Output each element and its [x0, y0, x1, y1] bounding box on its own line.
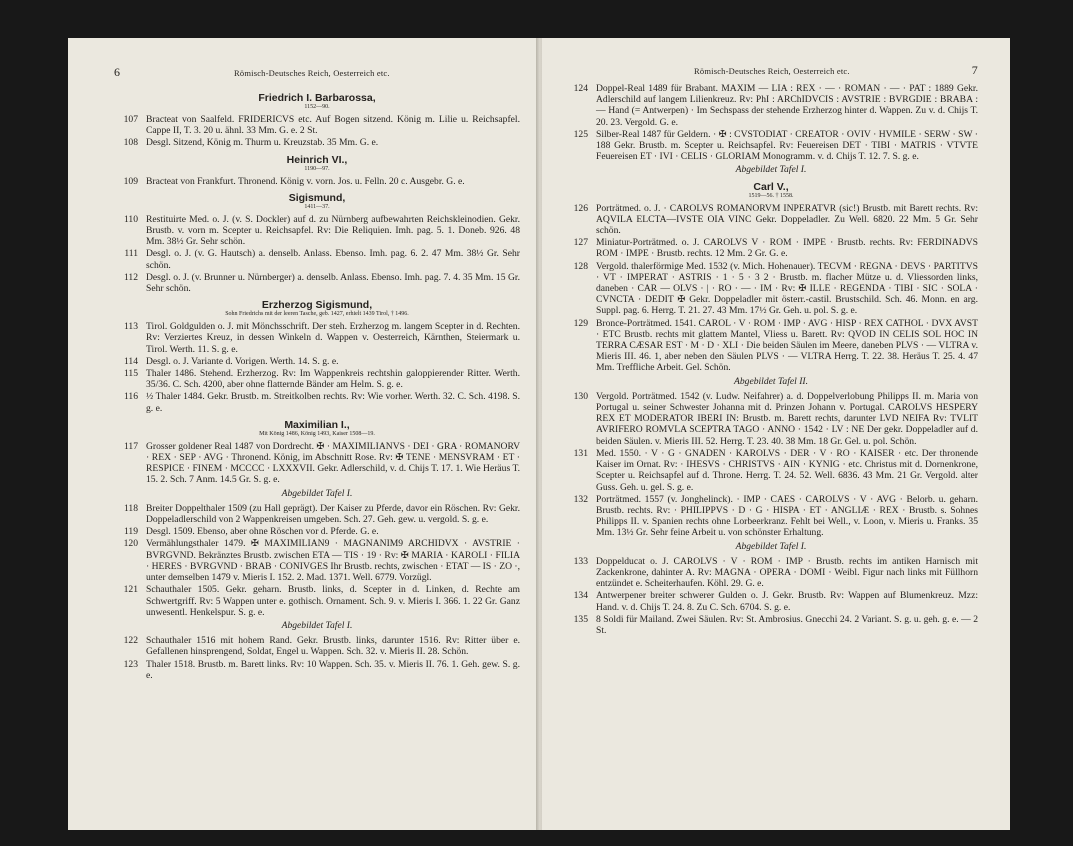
- catalogue-entry: [114, 321, 520, 355]
- section-heading: [114, 92, 520, 111]
- lot-number: 108: [123, 137, 138, 149]
- ruler-dates: Sohn Friedrichs mit der leeren Tasche, geb. 1427, erhielt 1439 Tirol, † 1496.: [225, 311, 409, 318]
- lot-description: Bracteat von Frankfurt. Thronend. König v. vorn. Jos. u. Felln. 20 c. Ausgebr. G. e.: [146, 175, 465, 187]
- lot-description: Schauthaler 1505. Gekr. geharn. Brustb. links, d. Scepter in d. Linken, d. Rechte am Schwertgriff. Rv: 5 Wappen unter e. gothisch. Ornament. Sch. 9. v. Mieris I. 366. 1. 22 Gr. Ganz unwesentl. Henkelspur. S. g. e.: [146, 584, 520, 618]
- catalogue-entry: [114, 248, 520, 270]
- lot-number: 121: [123, 584, 138, 596]
- lot-number: 118: [123, 502, 138, 514]
- lot-number: 122: [123, 635, 138, 647]
- lot-description: Restituirte Med. o. J. (v. S. Dockler) auf d. zu Nürnberg aufbewahrten Reichskleinodien. Gekr. Brustb. v. vorn m. Scepter u. Reichsapfel. Rv: Die Reliquien. Imh. pag. 5. 1. Doneb. 926. 48 Mm. 38½ Gr. Sehr schön.: [146, 213, 520, 248]
- lot-number: 115: [123, 368, 138, 380]
- lot-description: Bracteat von Saalfeld. FRIDERICVS etc. Auf Bogen sitzend. König m. Lilie u. Reichsapfel. Cappe II, T. 3. 20 u. ähnl. 33 Mm. G. e. 2 St.: [146, 114, 520, 137]
- page-number: 7: [971, 63, 978, 77]
- lot-description: Grosser goldener Real 1487 von Dordrecht. ✠ · MAXIMILIANVS · DEI · GRA · ROMANORV · REX · SEP · AVG · Thronend. König, im Abschnitt Rose. Rv: ✠ TENE · MENSVRAM · ET · RESPICE · FINEM · MCCCC · LXXXVII. Gekr. Adlerschild, v. d. Chijs T. 17. 1. Wie Heräus T. 15. 2. Sch. 7 Anm. 14.5 Gr. S. g. e.: [146, 440, 520, 486]
- catalogue-entry: [114, 272, 520, 294]
- catalogue-entry: [114, 176, 520, 187]
- lot-number: 134: [573, 590, 588, 602]
- ruler-dates: Mit König 1486, König 1493, Kaiser 1508—19.: [259, 430, 375, 437]
- lot-number: 107: [123, 114, 138, 125]
- catalogue-entry: [564, 614, 978, 636]
- lot-description: Desgl. o. J. (v. Brunner u. Nürnberger) a. denselb. Anlass. Ebenso. Imh. pag. 7. 4. 35 Mm. 15 Gr. Sehr schön.: [146, 271, 520, 295]
- lot-number: 112: [123, 271, 138, 283]
- lot-description: 8 Soldi für Mailand. Zwei Säulen. Rv: St. Ambrosius. Gnecchi 24. 2 Variant. S. g. u. geh. g. e. — 2 St.: [596, 613, 978, 636]
- right-page-header: [564, 63, 978, 82]
- catalogue-entry: [114, 538, 520, 583]
- lot-description: Med. 1550. · V · G · GNADEN · KAROLVS · DER · V · RO · KAISER · etc. Der thronende Kaiser im Ornat. Rv: · IHESVS · CHRISTVS · AIN · KYNIG · etc. Christus mit d. Dornenkrone, Scepter u. Reichsapfel auf d. Throne. Herrg. T. 24. 52. Well. 6836. 43 Mm. 21 Gr. Vergold. alter Guss. Geh. u. gel. S. g. e.: [596, 447, 978, 493]
- catalogue-entry: [114, 584, 520, 618]
- section-heading: [114, 419, 520, 438]
- plate-reference: Abgebildet Tafel I.: [735, 164, 807, 176]
- ruler-name: Erzherzog Sigismund,: [261, 299, 373, 312]
- catalogue-entry: [564, 494, 978, 539]
- lot-number: 123: [123, 658, 138, 670]
- lot-description: Porträtmed. o. J. · CAROLVS ROMANORVM INPERATVR (sic!) Brustb. mit Barett rechts. Rv: AQVILA ELCTA—IVSTE OIA VINC Gekr. Doppeladler. Zu Well. 6820. 22 Mm. 5 Gr. Sehr schön.: [596, 202, 978, 237]
- catalogue-entry: [114, 659, 520, 681]
- lot-number: 113: [123, 321, 138, 333]
- catalogue-entry: [114, 114, 520, 136]
- section-heading: [114, 154, 520, 173]
- lot-description: ½ Thaler 1484. Gekr. Brustb. m. Streitkolben rechts. Rv: Wie vorher. Werth. 32. C. Sch. 4198. S. g. e.: [146, 391, 520, 414]
- ruler-dates: 1519—56. † 1558.: [748, 192, 794, 199]
- ruler-dates: 1411—37.: [304, 203, 330, 210]
- lot-number: 125: [573, 128, 588, 140]
- section-heading: [564, 181, 978, 200]
- catalogue-entry: [114, 635, 520, 657]
- lot-description: Silber-Real 1487 für Geldern. · ✠ : CVSTODIAT · CREATOR · OVIV · HVMILE · SERW · SW · 188 Gekr. Brustb. m. Scepter u. Reichsapfel. Rv: Feuereisen DET · TIBI · MATRIS · VTVTE Feuereisen ET · IVI · CELIS · GLORIAM Monogramm. v. d. Chijs T. 12. 7. S. g. e.: [596, 128, 978, 163]
- lot-description: Vergold. Porträtmed. 1542 (v. Ludw. Neifahrer) a. d. Doppelverlobung Philipps II. m. Maria von Portugal u. seiner Schwester Johanna mit d. Prinzen Johann v. Portugal. CAROLVS HESPERY REX ET MODERATOR IBERI IN: Brustb. m. Barett rechts, darunter LVD NEIFA Rv: TVLIT AVRIFERO ROMVLA SCEPTRA TAGO · ANNO · 1542 · LV : NE Der gekr. Doppeladler auf d. beiden Säulen. v. Mieris III. 52. Herrg. T. 23. 40. 38 Mm. 18 Gr. Gel. u. pol. Schön.: [596, 390, 978, 447]
- lot-description: Doppel-Real 1489 für Brabant. MAXIM — LIA : REX · — · ROMAN · — · PAT : 1889 Gekr. Adlerschild auf langem Lilienkreuz. Rv: PhI : ARChIDVCIS : AVSTRIE : BVRGDIE : BRABA : — Hand (= Antwerpen) · Im Sechspass der stehende Erzherzog hinter d. Wappen. Zu v. d. Chijs T. 20. 23. Vergold. G. e.: [596, 83, 978, 128]
- lot-description: Tirol. Goldgulden o. J. mit Mönchsschrift. Der steh. Erzherzog m. langem Scepter in d. Rechten. Rv: Verziertes Kreuz, in dessen Winkeln d. Wappen v. Oesterreich, Kärnthen, Steiermark u. Tirol. Werth. 11. S. g. e.: [146, 321, 520, 355]
- lot-description: Vergold. thalerförmige Med. 1532 (v. Mich. Hohenauer). TECVM · REGNA · DEVS · PARTITVS · VT · IMPERAT · ASTRIS · 1 · 5 · 3 2 · Brustb. m. flacher Mütze u. d. Vliessorden links, daneben · CAR — OLVS · | · RO · — · IM · Rv: ✠ ILLE · REGENDA · TIBI · SIC · SOLA · CVNCTA · DEDIT ✠ Gekr. Doppeladler mit österr.-castil. Brustschild. Sch. 46. Monn. en arg. Suppl. pag. 6. Herrg. T. 21. 27. 43 Mm. 17½ Gr. Geh. u. pol. S. g. e.: [596, 260, 978, 317]
- lot-number: 109: [123, 175, 138, 187]
- lot-number: 130: [573, 390, 588, 402]
- catalogue-entry: [114, 214, 520, 248]
- catalogue-entry: [114, 368, 520, 390]
- plate-reference: Abgebildet Tafel I.: [281, 619, 353, 631]
- ruler-dates: 1152—90.: [304, 104, 330, 110]
- lot-number: 124: [573, 83, 588, 94]
- section-heading: [114, 299, 520, 318]
- ruler-name: Carl V.,: [753, 180, 789, 193]
- lot-number: 117: [123, 440, 138, 452]
- lot-description: Desgl. 1509. Ebenso, aber ohne Röschen vor d. Pferde. G. e.: [146, 526, 379, 538]
- catalogue-entry: [114, 137, 520, 148]
- catalogue-entry: [114, 441, 520, 486]
- plate-reference: Abgebildet Tafel I.: [281, 487, 353, 499]
- lot-number: 111: [124, 248, 138, 260]
- lot-number: 119: [123, 526, 138, 538]
- lot-number: 132: [573, 493, 588, 505]
- catalogue-entry: [564, 237, 978, 259]
- lot-description: Thaler 1518. Brustb. m. Barett links. Rv: 10 Wappen. Sch. 35. v. Mieris II. 76. 1. Geh. gew. S. g. e.: [146, 658, 520, 681]
- plate-reference: Abgebildet Tafel I.: [735, 540, 807, 552]
- catalogue-entry: [564, 83, 978, 128]
- catalogue-entry: [564, 129, 978, 163]
- lot-description: Antwerpener breiter schwerer Gulden o. J. Gekr. Brustb. Rv: Wappen auf Blumenkreuz. Mzz: Hand. v. d. Chijs T. 24. 8. Zu C. Sch. 6704. S. g. e.: [596, 590, 978, 613]
- catalogue-entry: [564, 318, 978, 374]
- section-heading: [114, 192, 520, 211]
- catalogue-entry: [564, 448, 978, 493]
- ruler-name: Friedrich I. Barbarossa,: [258, 92, 376, 104]
- lot-number: 129: [573, 317, 588, 329]
- lot-description: Schauthaler 1516 mit hohem Rand. Gekr. Brustb. links, darunter 1516. Rv: Ritter über e. Gefallenen hinsprengend, Soldat, Engel u. Wappen. Sch. 32. v. Mieris II. 28. Schön.: [146, 635, 520, 658]
- lot-description: Vermählungsthaler 1479. ✠ MAXIMILIAN9 · MAGNANIM9 ARCHIDVX · AVSTRIE · BVRGVND. Bekränztes Brustb. zwischen ETA — TIS · 19 · Rv: ✠ MARIA · KAROLI · FILIA · HERES · BVRGVND · BRAB · CONIVGES Ihr Brustb. rechts, zwischen · ETAT — IS · ZO ·, unter demselben 1479 v. Mieris I. 152. 2. Mad. 1371. Well. 6779. Vorzügl.: [146, 538, 520, 584]
- lot-number: 128: [573, 260, 588, 272]
- lot-description: Porträtmed. 1557 (v. Jonghelinck). · IMP · CAES · CAROLVS · V · AVG · Belorb. u. geharn. Brustb. rechts. Rv: · PHILIPPVS · D · G · HISPA · ET · ANGLIÆ · REX · Brustb. s. Sohnes Philipps II. v. Spanien rechts ohne Lorbeerkranz. Fehlt bei Well., v. Loon, v. Mieris u. Franks. 35 Mm. 13½ Gr. Sehr feine Arbeit u. von schönster Erhaltung.: [596, 493, 978, 539]
- left-page-body: [114, 92, 520, 681]
- catalogue-entry: [114, 503, 520, 525]
- lot-number: 133: [573, 555, 588, 567]
- page-number: 6: [114, 65, 121, 79]
- lot-description: Desgl. o. J. Variante d. Vorigen. Werth. 14. S. g. e.: [146, 355, 339, 367]
- lot-number: 114: [123, 355, 138, 367]
- lot-number: 120: [123, 538, 138, 550]
- lot-number: 135: [573, 613, 588, 625]
- lot-description: Thaler 1486. Stehend. Erzherzog. Rv: Im Wappenkreis rechtshin galoppierender Ritter. Werth. 35/36. C. Sch. 4200, aber ohne flatternde Bänder am Helm. S. g. e.: [146, 368, 520, 391]
- lot-description: Breiter Doppelthaler 1509 (zu Hall geprägt). Der Kaiser zu Pferde, davor ein Röschen. Rv: Gekr. Doppeladlerschild von 2 Wappenkreisen umgeben. Sch. 27. Geh. gew. u. vergold. S. g. e.: [146, 502, 520, 526]
- running-head: Römisch-Deutsches Reich, Oesterreich etc.: [234, 68, 390, 78]
- catalogue-entry: [114, 391, 520, 413]
- right-page: [542, 38, 1010, 830]
- lot-number: 127: [573, 237, 588, 249]
- lot-number: 110: [123, 213, 138, 225]
- catalogue-entry: [564, 203, 978, 237]
- ruler-dates: 1190—97.: [304, 165, 330, 172]
- lot-number: 116: [123, 391, 138, 403]
- lot-description: Desgl. Sitzend, König m. Thurm u. Kreuzstab. 35 Mm. G. e.: [146, 137, 379, 149]
- catalogue-entry: [114, 526, 520, 537]
- ruler-name: Heinrich VI.,: [286, 153, 348, 166]
- lot-description: Miniatur-Porträtmed. o. J. CAROLVS V · ROM · IMPE · Brustb. rechts. Rv: FERDINADVS ROM · IMPE · Brustb. rechts. 12 Mm. 2 Gr. G. e.: [596, 237, 978, 260]
- left-page-header: [114, 65, 520, 84]
- lot-description: Doppelducat o. J. CAROLVS · V · ROM · IMP · Brustb. rechts im antiken Harnisch mit Zackenkrone, dahinter A. Rv: MAGNA · OPERA · DOMI · Weibl. Figur nach links mit Füllhorn entzündet e. Scheiterhaufen. Köhl. 29. G. e.: [596, 555, 978, 590]
- right-page-body: [564, 83, 978, 636]
- catalogue-entry: [564, 556, 978, 590]
- catalogue-entry: [564, 590, 978, 612]
- catalogue-entry: [114, 356, 520, 367]
- lot-description: Desgl. o. J. (v. G. Hautsch) a. denselb. Anlass. Ebenso. Imh. pag. 6. 2. 47 Mm. 38½ Gr. Sehr schön.: [146, 248, 520, 271]
- running-head: Römisch-Deutsches Reich, Oesterreich etc.: [694, 66, 850, 76]
- ruler-name: Maximilian I.,: [284, 418, 350, 431]
- lot-number: 126: [573, 202, 588, 214]
- catalogue-entry: [564, 261, 978, 317]
- lot-number: 131: [573, 447, 588, 459]
- lot-description: Bronce-Porträtmed. 1541. CAROL · V · ROM · IMP · AVG · HISP · REX CATHOL · DVX AVST · ETC Brustb. rechts mit glattem Mantel, Vliess u. Barett. Rv: QVOD IN CELIS SOL HOC IN TERRA CÆSAR EST · M · D · XLI · Die beiden Säulen im Meere, daneben PLVS · — VLTRA v. Mieris III. 46. 1, aber neben den Säulen PLVS · — VLTRA Herrg. T. 22. 38. Heräus T. 25. 4. 47 Mm. Treffliche Arbeit. Gel. Schön.: [596, 317, 978, 374]
- ruler-name: Sigismund,: [288, 191, 346, 204]
- catalogue-entry: [564, 391, 978, 447]
- left-page: [68, 38, 538, 830]
- plate-reference: Abgebildet Tafel II.: [734, 375, 808, 387]
